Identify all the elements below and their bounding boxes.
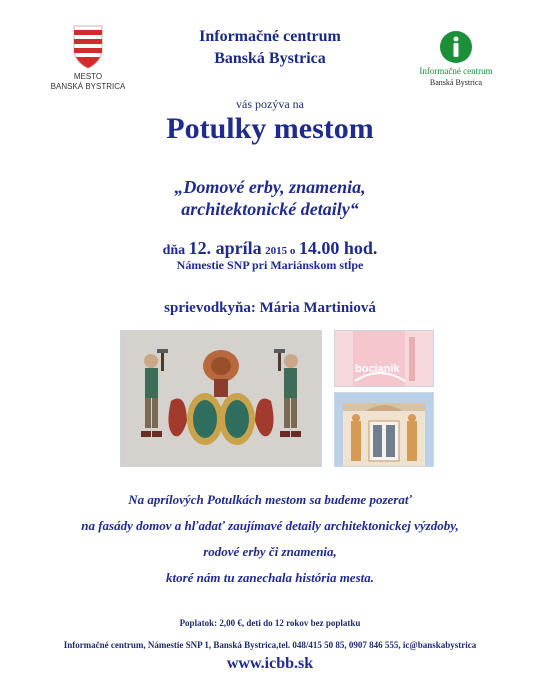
description-line1: Na aprílových Potulkách mestom sa budeme pozerať [128, 492, 412, 507]
building-facade-illustration [335, 393, 433, 466]
event-guide: sprievodkyňa: Mária Martiniová [164, 300, 376, 316]
info-center-title-line1: Informačné centrum [199, 28, 341, 45]
facade-sign-caption: bocianik [355, 363, 400, 375]
description-line4: ktoré nám tu zanechala história mesta. [165, 570, 375, 585]
facade-sign-illustration [335, 331, 433, 386]
event-title: Potulky mestom [166, 112, 374, 145]
event-date [100, 238, 440, 259]
city-logo-line2: BANSKÁ BYSTRICA [50, 82, 126, 91]
event-subtitle [80, 176, 460, 220]
info-logo-line2: Banská Bystrica [429, 78, 483, 87]
event-subtitle-line1: „Domové erby, znamenia, [174, 177, 366, 197]
event-subtitle-line2: architektonické detaily“ [181, 199, 359, 219]
info-center-logo [412, 30, 500, 92]
city-logo [48, 22, 128, 94]
fee-text: Poplatok: 2,00 €, deti do 12 rokov bez poplatku [179, 618, 361, 628]
info-logo-line1: Informačné centrum [419, 66, 493, 76]
website-link[interactable]: www.icbb.sk [226, 655, 314, 672]
date-year: 2015 o [265, 245, 296, 257]
event-place: Námestie SNP pri Mariánskom stĺpe [176, 258, 364, 272]
city-logo-line1: MESTO [73, 72, 103, 81]
building-facade-photo [334, 392, 434, 467]
date-main: 12. apríla [188, 238, 262, 258]
event-description [40, 487, 500, 591]
invite-text: vás pozýva na [236, 97, 304, 111]
description-line3: rodové erby či znamenia, [203, 544, 337, 559]
info-center-title-line2: Banská Bystrica [214, 50, 326, 67]
contact-text: Informačné centrum, Námestie SNP 1, Banská Bystrica,tel. 048/415 50 85, 0907 846 555, ic@banskabystrica [63, 640, 477, 650]
description-line2: na fasády domov a hľadať zaujímavé detaily architektonickej výzdoby, [81, 518, 459, 533]
info-icon [412, 30, 500, 64]
coat-of-arms-photo [120, 330, 322, 467]
facade-sign-photo [334, 330, 434, 387]
coat-of-arms-illustration [121, 331, 321, 466]
event-time: 14.00 hod. [298, 238, 378, 258]
date-prefix: dňa [162, 243, 186, 258]
info-center-title [140, 26, 400, 70]
